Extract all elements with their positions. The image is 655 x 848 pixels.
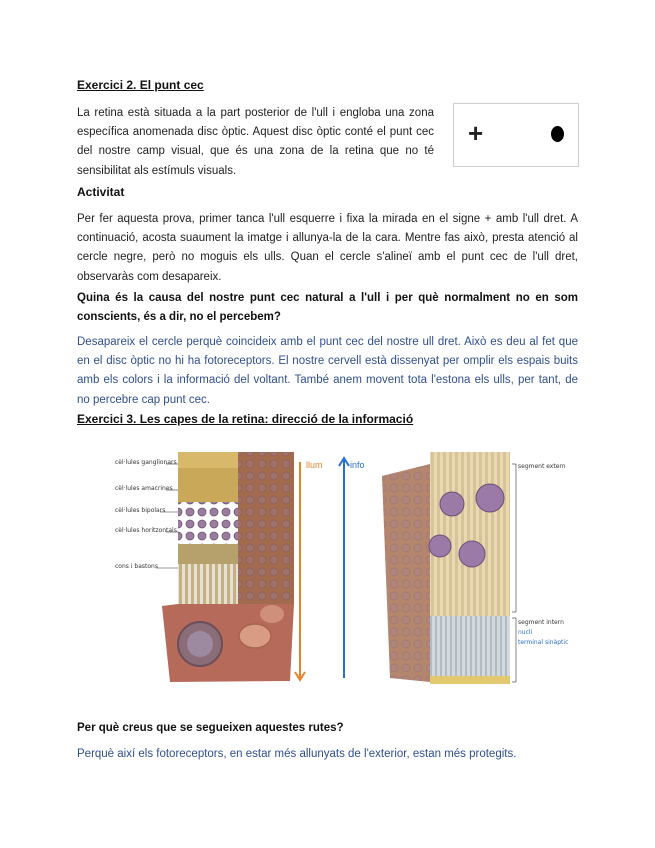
retina-model-right (382, 452, 510, 684)
label-amacrines: cèl·lules amacrines (115, 485, 173, 492)
black-circle-icon (551, 126, 564, 142)
ex2-question: Quina és la causa del nostre punt cec natural a l'ull i per què normalment no en som conscients, és a dir, no el percebem? (77, 292, 578, 324)
left-layer-labels (115, 459, 178, 570)
plus-sign: + (468, 118, 484, 148)
activity-heading: Activitat (77, 185, 125, 199)
retina-layers-figure (100, 446, 569, 696)
arrow-llum-label: llum (306, 460, 323, 470)
label-ganglionars: cèl·lules ganglionars (115, 459, 177, 466)
arrow-info-label: info (350, 460, 365, 470)
ex2-intro: La retina està situada a la part posterior de l'ull i engloba una zona específica anomenada disc òptic. Aquest disc òptic conté el punt cec del nostre camp visual, que és una zona de la retina que no té sensibilitat als estímuls visuals. (77, 107, 434, 177)
light-arrow (295, 462, 305, 680)
activity-text: Per fer aquesta prova, primer tanca l'ull esquerre i fixa la mirada en el signe + amb l'ull dret. A continuació, acosta suaument la imatge i allunya-la de la cara. Mentre fas això, presta atenció al cercle negre, però no moguis els ulls. Quan el cercle s'alineï amb el punt cec de l'ull dret, observaràs com desapareix. (77, 213, 578, 283)
label-horitzontals: cèl·lules horitzontals (115, 527, 177, 534)
ex2-answer: Desapareix el cercle perquè coincideix amb el punt cec del nostre ull dret. Això es deu al fet que en el disc òptic no hi ha fotoreceptors. El nostre cervell està dissenyat per omplir els espais buits amb els colors i la informació del voltant. També anem movent tota l'estona els ulls, per tant, de no percebre cap punt cec. (77, 336, 578, 406)
ex2-title: Exercici 2. El punt cec (77, 78, 204, 92)
ex3-question: Per què creus que se segueixen aquestes rutes? (77, 722, 344, 734)
ex3-answer: Perquè així els fotoreceptors, en estar més allunyats de l'exterior, estan més protegits. (77, 748, 517, 760)
label-terminal: terminal sinàptic (518, 639, 569, 646)
label-nucli: nucli (518, 629, 533, 636)
retina-model-left (162, 452, 294, 682)
right-layer-labels (512, 463, 568, 682)
label-bipolars: cèl·lules bipolars (115, 507, 166, 514)
info-arrow (339, 458, 349, 678)
blind-spot-test-card (453, 103, 579, 167)
label-cons-bastons: cons i bastons (115, 563, 158, 570)
ex3-title: Exercici 3. Les capes de la retina: direcció de la informació (77, 412, 414, 426)
label-segment-extern: segment extern (518, 463, 566, 470)
label-segment-intern: segment intern (518, 619, 564, 626)
